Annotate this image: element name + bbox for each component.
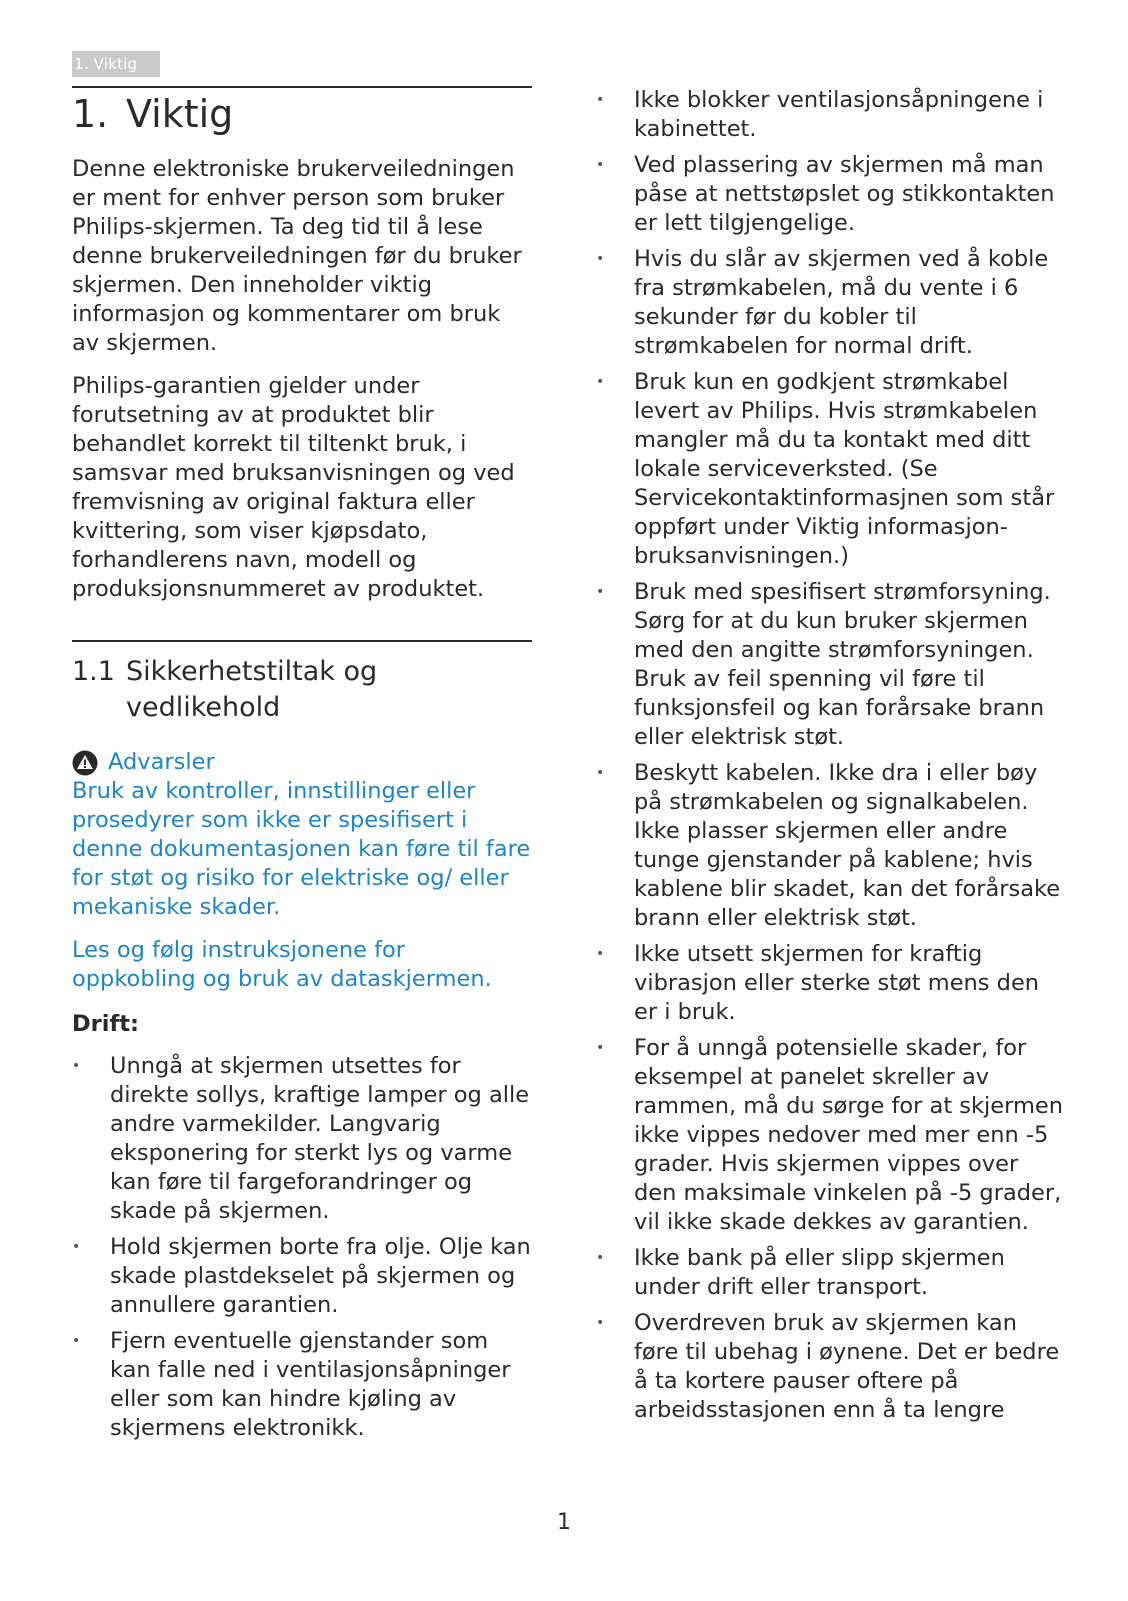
list-item bbox=[72, 1233, 532, 1320]
list-item-text: Ikke blokker ventilasjonsåpningene i kabinettet. bbox=[634, 87, 1044, 142]
warning-heading-text: Advarsler bbox=[108, 749, 215, 775]
bullet-icon: • bbox=[596, 1250, 605, 1266]
list-item-text: Ikke utsett skjermen for kraftig vibrasjon eller sterke støt mens den er i bruk. bbox=[634, 941, 1040, 1025]
title-text: Viktig bbox=[126, 92, 234, 136]
warning-triangle-icon bbox=[72, 750, 98, 776]
list-item bbox=[596, 151, 1066, 238]
list-item-text: Fjern eventuelle gjenstander som kan falle ned i ventilasjonsåpninger eller som kan hindre kjøling av skjermens elektronikk. bbox=[110, 1328, 511, 1441]
list-item-text: Hvis du slår av skjermen ved å koble fra strømkabelen, må du vente i 6 sekunder før du kobler til strømkabelen for normal drift. bbox=[634, 246, 1049, 359]
list-item bbox=[596, 759, 1066, 933]
header-section-tab: 1. Viktig bbox=[72, 51, 160, 77]
list-item bbox=[596, 1309, 1066, 1425]
page-number: 1 bbox=[557, 1510, 571, 1535]
intro-paragraph: Philips-garantien gjelder under forutsetning av at produktet blir behandlet korrekt til tiltenkt bruk, i samsvar med bruksanvisningen og ved fremvisning av original faktura eller kvittering, som viser kjøpsdato, forhandlerens navn, modell og produksjonsnummeret av produktet. bbox=[72, 373, 515, 602]
warning-paragraph: Les og følg instruksjonene for oppkobling og bruk av dataskjermen. bbox=[72, 937, 492, 992]
list-item-text: Hold skjermen borte fra olje. Olje kan skade plastdekselet på skjermen og annullere garantien. bbox=[110, 1234, 531, 1318]
list-item-text: Bruk med spesifisert strømforsyning. Sørg for at du kun bruker skjermen med den angitte strømforsyningen. Bruk av feil spenning vil føre til funksjonsfeil og kan forårsake brann eller elektrisk støt. bbox=[634, 579, 1051, 750]
page-title bbox=[72, 88, 233, 140]
bullet-icon: • bbox=[72, 1333, 81, 1349]
intro-text bbox=[72, 155, 532, 618]
section-heading bbox=[72, 654, 532, 726]
section-number: 1.1 bbox=[72, 656, 115, 687]
list-item bbox=[596, 940, 1066, 1027]
bullet-icon: • bbox=[596, 157, 605, 173]
list-item-text: Overdreven bruk av skjermen kan føre til ubehag i øynene. Det er bedre å ta kortere pauser oftere på arbeidsstasjonen enn å ta lengre bbox=[634, 1310, 1060, 1423]
bullet-icon: • bbox=[596, 1315, 605, 1331]
drift-list-left bbox=[72, 1052, 532, 1450]
bullet-icon: • bbox=[596, 765, 605, 781]
list-item bbox=[596, 368, 1066, 571]
bullet-icon: • bbox=[72, 1239, 81, 1255]
warning-paragraph: Bruk av kontroller, innstillinger eller prosedyrer som ikke er spesifisert i denne dokumentasjonen kan føre til fare for støt og risiko for elektriske og/ eller mekaniske skader. bbox=[72, 778, 531, 920]
bullet-icon: • bbox=[72, 1058, 81, 1074]
bullet-icon: • bbox=[596, 374, 605, 390]
title-number: 1. bbox=[72, 92, 109, 136]
list-item-text: Ved plassering av skjermen må man påse at nettstøpslet og stikkontakten er lett tilgjengelige. bbox=[634, 152, 1055, 236]
list-item bbox=[72, 1327, 532, 1443]
section-rule bbox=[72, 640, 532, 642]
list-item-text: Ikke bank på eller slipp skjermen under drift eller transport. bbox=[634, 1245, 1005, 1300]
list-item-text: For å unngå potensielle skader, for eksempel at panelet skreller av rammen, må du sørge for at skjermen ikke vippes nedover med mer enn -5 grader. Hvis skjermen vippes over den maksimale vinkelen på -5 grader, vil ikke skade dekkes av garantien. bbox=[634, 1035, 1064, 1235]
list-item bbox=[596, 245, 1066, 361]
section-title-text: Sikkerhetstiltak og vedlikehold bbox=[126, 656, 378, 723]
list-item-text: Bruk kun en godkjent strømkabel levert av Philips. Hvis strømkabelen mangler må du ta kontakt med ditt lokale serviceverksted. (Se Servicekontaktinformasjnen som står oppført under Viktig informasjon-bruksanvisningen.) bbox=[634, 369, 1055, 569]
warning-heading bbox=[72, 748, 532, 777]
list-item bbox=[596, 86, 1066, 144]
drift-list-right bbox=[596, 86, 1066, 1432]
list-item bbox=[596, 578, 1066, 752]
list-item-text: Unngå at skjermen utsettes for direkte sollys, kraftige lamper og alle andre varmekilder. Langvarig eksponering for sterkt lys og varme kan føre til fargeforandringer og skade på skjermen. bbox=[110, 1053, 530, 1224]
bullet-icon: • bbox=[596, 946, 605, 962]
drift-label: Drift: bbox=[72, 1011, 140, 1037]
list-item bbox=[72, 1052, 532, 1226]
bullet-icon: • bbox=[596, 251, 605, 267]
list-item bbox=[596, 1244, 1066, 1302]
warning-block bbox=[72, 748, 532, 1008]
bullet-icon: • bbox=[596, 1040, 605, 1056]
intro-paragraph: Denne elektroniske brukerveiledningen er ment for enhver person som bruker Philips-skjermen. Ta deg tid til å lese denne brukerveiledningen før du bruker skjermen. Den inneholder viktig informasjon og kommentarer om bruk av skjermen. bbox=[72, 156, 522, 356]
bullet-icon: • bbox=[596, 584, 605, 600]
bullet-icon: • bbox=[596, 92, 605, 108]
list-item bbox=[596, 1034, 1066, 1237]
list-item-text: Beskytt kabelen. Ikke dra i eller bøy på strømkabelen og signalkabelen. Ikke plasser skjermen eller andre tunge gjenstander på kablene; hvis kablene blir skadet, kan det forårsake brann eller elektrisk støt. bbox=[634, 760, 1061, 931]
